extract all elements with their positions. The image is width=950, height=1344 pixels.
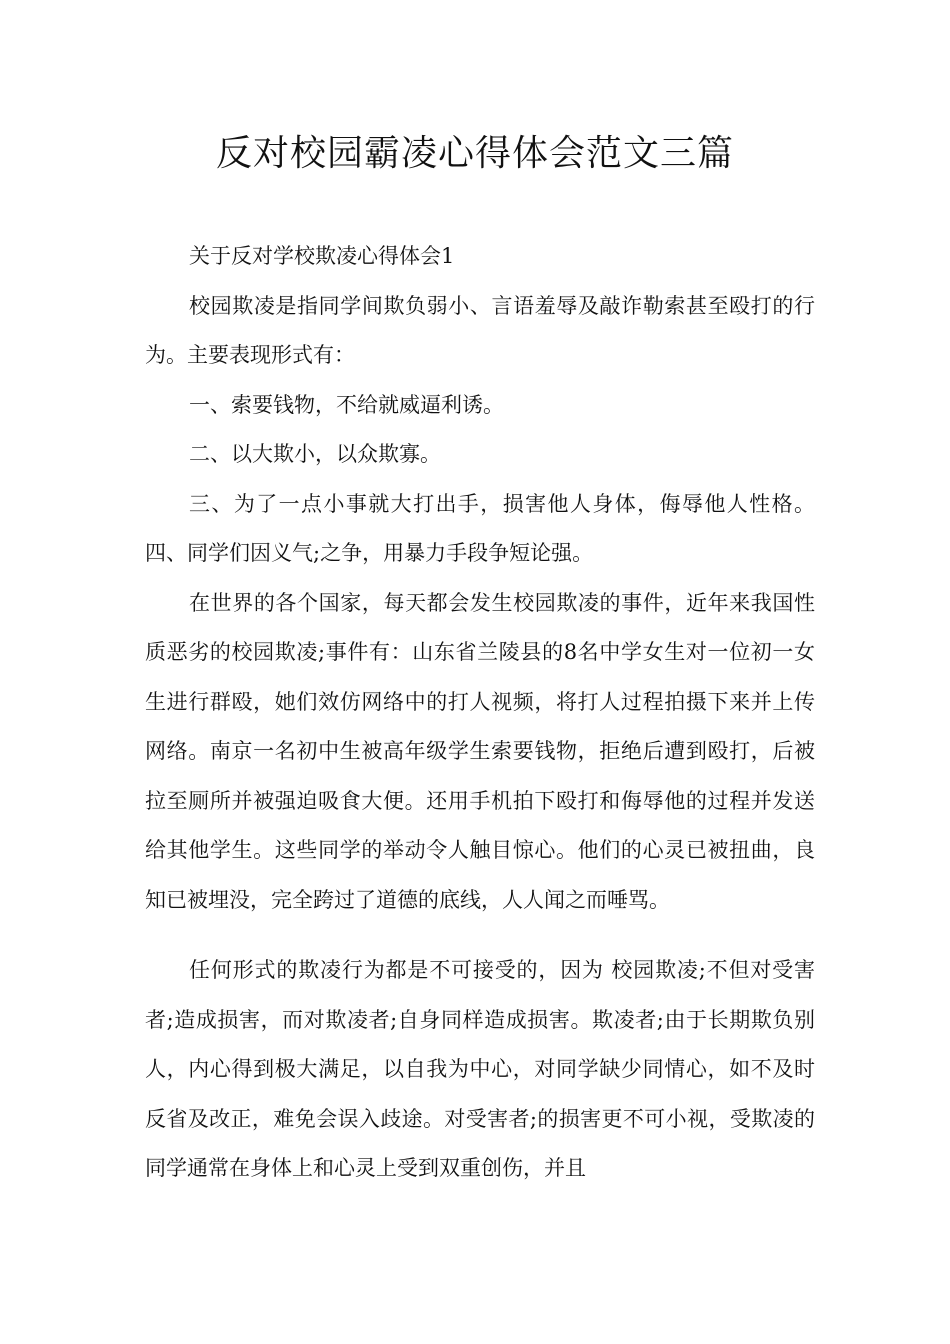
document-body: [145, 232, 815, 1194]
paragraph-item-3-4: 三、为了一点小事就大打出手，损害他人身体，侮辱他人性格。四、同学们因义气;之争，用暴力手段争短论强。: [145, 491, 815, 565]
section-heading: 关于反对学校欺凌心得体会1: [189, 244, 455, 268]
document-title: 反对校园霸凌心得体会范文三篇: [215, 133, 734, 174]
paragraph-examples: 在世界的各个国家，每天都会发生校园欺凌的事件，近年来我国性质恶劣的校园欺凌;事件有：山东省兰陵县的8名中学女生对一位初一女生进行群殴，她们效仿网络中的打人视频，将打人过程拍摄下来并上传网络。南京一名初中生被高年级学生索要钱物，拒绝后遭到殴打，后被拉至厕所并被强迫吸食大便。还用手机拍下殴打和侮辱他的过程并发送给其他学生。这些同学的举动令人触目惊心。他们的心灵已被扭曲，良知已被埋没，完全跨过了道德的底线，人人闻之而唾骂。: [145, 590, 815, 912]
paragraph-item-1: 一、索要钱物，不给就威逼利诱。: [189, 392, 504, 417]
paragraph-definition: 校园欺凌是指同学间欺负弱小、言语羞辱及敲诈勒索甚至殴打的行为。主要表现形式有：: [145, 293, 815, 367]
paragraph-harm: 任何形式的欺凌行为都是不可接受的，因为 校园欺凌;不但对受害者;造成损害，而对欺凌者;自身同样造成损害。欺凌者;由于长期欺负别人，内心得到极大满足，以自我为中心，对同学缺少同情心，如不及时反省及改正，难免会误入歧途。对受害者;的损害更不可小视，受欺凌的同学通常在身体上和心灵上受到双重创伤，并且: [145, 958, 815, 1180]
paragraph-item-2: 二、以大欺小，以众欺寡。: [189, 442, 441, 466]
